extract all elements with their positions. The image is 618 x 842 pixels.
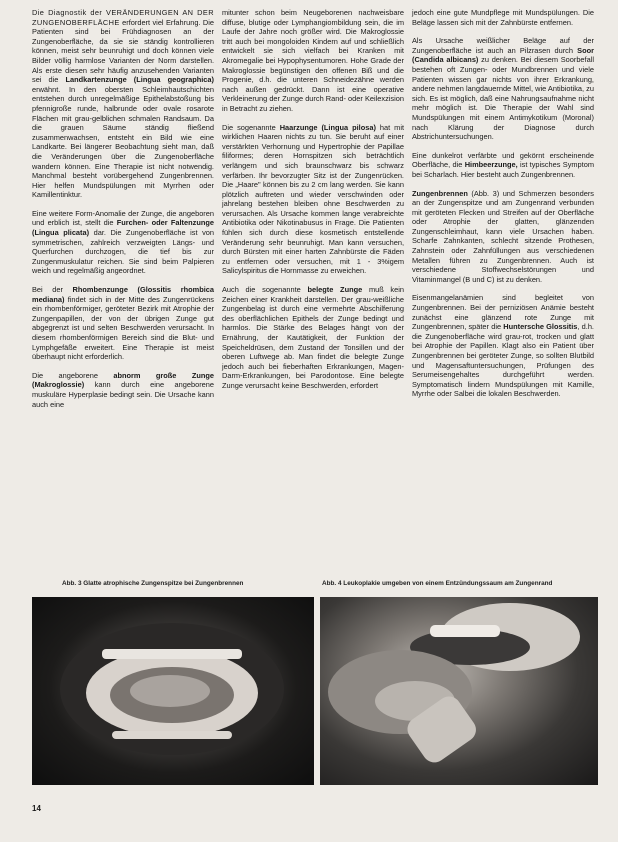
paragraph: [32, 285, 214, 362]
text: (Abb. 3) und Schmerzen besonders an der Zungenspitze und am Zungenrand verbunden mit geröteten Flecken und Streifen auf der Oberfläche oder Atrophie der glatten, glänzenden Zungenschleimhaut, kann viele Ursachen haben. Scharfe Zahnkanten, schlecht sitzende Prothesen, Zahnstein oder Zahnfüllungen aus verschiedenen Metallen führen zu Zungenbrennen. Auch ist verschiedene Stoffwechselstörungen und Vitaminmangel (B und C) ist zu denken.: [412, 188, 594, 284]
text: findet sich in der Mitte des Zungenrückens ein rhombenförmiger, geröteter Bezirk mit Atrophie der Zungenpapillen, der von der übrigen Zunge gut abgegrenzt ist und selten Beschwerden verursacht. In diesem rhombenförmigen Bereich sind die Blut- und Lymphgefäße erweitert. Eine Therapie ist meist überhaupt nicht erforderlich.: [32, 294, 214, 362]
page-number: 14: [32, 804, 41, 813]
text: Als Ursache weißlicher Beläge auf der Zungenoberfläche ist auch an Pilzrasen durch: [412, 36, 594, 55]
text: Bei der: [32, 285, 73, 295]
term: Himbeerzunge,: [464, 160, 518, 170]
text: ist typisches Symptom bei Scharlach. Hier besteht auch Zungenbrennen.: [412, 160, 594, 179]
text-column-1: [32, 8, 214, 418]
text: Eisenmangelanämien sind begleitet von Zungenbrennen. Bei der perniziösen Anämie besteht zunächst eine glänzend rote Zunge mit Zungenbrennen, später die: [412, 293, 594, 332]
paragraph: [32, 209, 214, 276]
figure-4-photo: [320, 597, 598, 785]
term: Landkartenzunge (Lingua geographica): [65, 75, 214, 85]
figure-3-photo: [32, 597, 314, 785]
term: Haarzunge (Lingua pilosa): [279, 122, 376, 132]
paragraph: [32, 8, 214, 200]
paragraph: mitunter schon beim Neugeborenen nachweisbare diffuse, blutige oder Lymphangiombildung sein, die im Laufe der Jahre noch größer wird. Die Makroglossie tritt auch bei mongoloiden Kindern auf und schließlich entwickelt sie sich vielfach bei Kranken mit Akromegalie bei Hypophysentumoren. Hohe Grade der Makroglossie begünstigen den offenen Biß und die Progenie, d.h. die unteren Schneidezähne werden nach außen gedrückt. Dann ist eine operative Verkleinerung der Zunge durch Rand- oder Keilexzision in Betracht zu ziehen.: [222, 8, 404, 113]
figure-4-caption: Abb. 4 Leukoplakie umgeben von einem Entzündungssaum am Zungenrand: [322, 580, 553, 587]
text: hat mit wirklichen Haaren nichts zu tun. Sie beruht auf einer verstärkten Verhornung und Hypertrophie der Papillae filiformes; deren Hornspitzen sich beträchtlich verlängern und sich braunschwarz bis schwarz verfärben. Ihr bevorzugter Sitz ist der Zungenrücken. Die „Haare" können bis zu 2 cm lang werden. Sie kann plötzlich auftreten und wieder verschwinden oder jahrelang bestehen bleiben ohne Beschwerden zu verursachen. Als Ursache kommen lange verabreichte Antibiotika oder Nikotinabusus in Frage. Die Patienten fühlen sich durch diese kosmetisch entstellende Veränderung sehr beunruhigt. Man kann versuchen, durch Bürsten mit einer harten Zahnbürste die Fäden zu entfernen oder versuchen, mit 1 - 3%igem Salicylspiritus die Hornmasse zu erweichen.: [222, 122, 405, 276]
text: muß kein Zeichen einer Krankheit darstellen. Der grau-weißliche Zungenbelag ist durch eine vermehrte Abschilferung des oberflächlichen Epithels der Zunge bedingt und harmlos. Die Stärke des Belages hängt von der Ernährung, der Kautätigkeit, der Funktion der Speicheldrüsen, dem Zustand der Tonsillen und der oberen Luftwege ab. Man findet die belegte Zunge jedoch auch bei fieberhaften Erkrankungen, Magen-Darm-Erkrankungen, bei Parodontose. Eine belegte Zunge verursacht keine Beschwerden, erfordert: [222, 285, 404, 390]
text-column-2: [222, 8, 404, 400]
text: Eine weitere Form-Anomalie der Zunge, die angeboren und erblich ist, stellt die: [32, 208, 214, 228]
text: erwähnt. In den obersten Schleimhautschichten entstehen durch unregelmäßige Epithelabstoßung bis pfennigroße runde, halbrunde oder ovale rosarote Flächen mit grau-gelblichen schmalen Randsaum. Da die grauen Säume ständig fließend zusammenwachsen, entsteht ein Bild wie eine Landkarte. Bei längerer Beobachtung sieht man, daß die Veränderungen über die Zungenoberfläche wandern können. Eine Therapie ist nicht notwendig. Manchmal besteht vorübergehend Zungenbrennen. Hier helfen Mundspülungen mit Myrrhen oder Kamillentinktur.: [32, 84, 214, 200]
paragraph: [222, 285, 404, 391]
paragraph: [412, 36, 594, 142]
term: Soor (Candida albicans): [412, 45, 594, 65]
paragraph: [412, 189, 594, 285]
text: dar. Die Zungenoberfläche ist von symmetrischen, zahlreich verzweigten Längs- und Querfurchen durchzogen, die tief bis zur Zungenmuskulatur reichen. Sie sind beim Palpieren weich und regelmäßig angeordnet.: [32, 228, 214, 276]
tongue-photo-illustration: [320, 597, 598, 785]
mouth-photo-illustration: [32, 597, 314, 785]
term: Furchen- oder Faltenzunge (Lingua plicata): [32, 218, 214, 238]
text-column-3: [412, 8, 594, 408]
term: abnorm große Zunge (Makroglossie): [32, 370, 214, 390]
term: belegte Zunge: [307, 285, 363, 295]
text: , d.h. die Zungenoberfläche wird grau-rot, trocken und glatt bei Atrophie der Papillen. Klagt also ein Patient über Zungenbrennen bei geröteter Zunge, so sollten Blutbild und Magensaftuntersuchungen, Prüfungen des Serumeisengehaltes durchgeführt werden. Symptomatisch lindern Mundspülungen mit Kamille, Myrrhe oder Salbei die lokalen Beschwerden.: [412, 322, 594, 399]
section-lead: Die Diagnostik der VERÄNDERUNGEN AN DER ZUNGENOBERFLÄCHE: [32, 8, 214, 27]
text: Die angeborene: [32, 370, 114, 380]
paragraph: [412, 293, 594, 399]
term: Zungenbrennen: [412, 188, 468, 198]
term: Rhombenzunge (Glossitis rhombica mediana): [32, 285, 214, 304]
term: Huntersche Glossitis: [503, 322, 578, 332]
paragraph: [412, 151, 594, 180]
text: zu denken. Bei diesem Soorbefall bestehen oft Zungen- oder Mundbrennen und viele Patienten wissen gar nichts von ihrer Erkrankung, andere nehmen langdauernde Mittel, wie Antibiotika, zu sich. Es ist möglich, daß eine Nahrungsaufnahme nicht mehr möglich ist. Die Therapie der Wahl sind Mundspülungen mit einem Antimykotikum (Moronal) nach Klärung der Diagnose durch Abstrichuntersuchungen.: [412, 55, 594, 142]
paragraph: [222, 123, 404, 277]
text: Auch die sogenannte: [222, 285, 308, 295]
figure-3-caption: Abb. 3 Glatte atrophische Zungenspitze bei Zungenbrennen: [62, 580, 244, 587]
paragraph: jedoch eine gute Mundpflege mit Mundspülungen. Die Beläge lassen sich mit der Zahnbürste entfernen.: [412, 8, 594, 27]
text: Die sogenannte: [222, 122, 280, 132]
paragraph: [32, 371, 214, 409]
text: Eine dunkelrot verfärbte und gekörnt erscheinende Oberfläche, die: [412, 150, 594, 170]
text: kann durch eine angeborene muskuläre Hyperplasie bedingt sein. Die Ursache kann auch eine: [32, 380, 214, 409]
text: erfordert viel Erfahrung. Die Patienten sind bei Frühdiagnosen an der Zungenoberfläche, da sie sie ständig kontrollieren können, meist sehr beunruhigt und doch können viele Bilder völlig harmlose Varianten der Norm darstellen. Als erste diesen sehr häufig anzusehenden Varianten sei die: [32, 17, 214, 85]
